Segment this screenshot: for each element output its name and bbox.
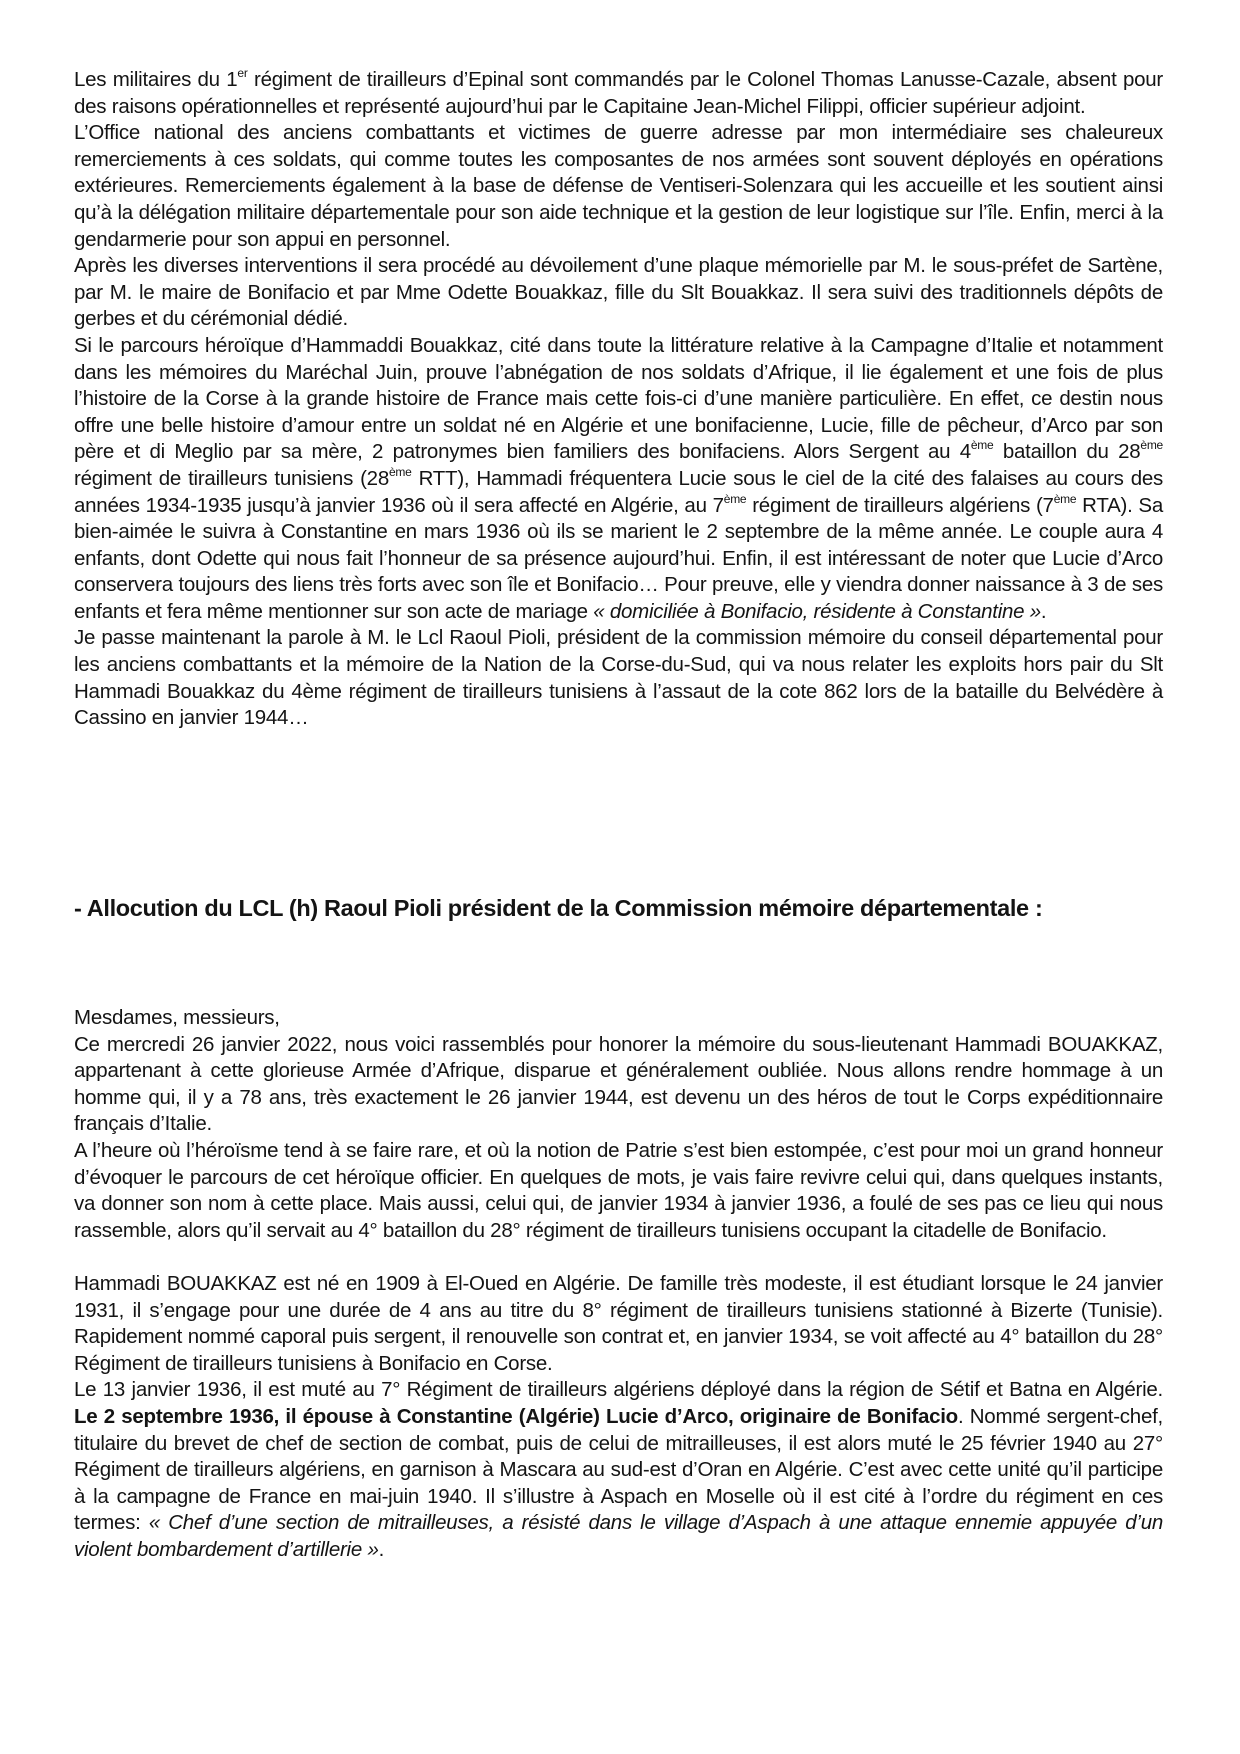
paragraph-love-story: Si le parcours héroïque d’Hammaddi Bouakkaz, cité dans toute la littérature relative à la Campagne d’Italie et notamment dans les mémoires du Maréchal Juin, prouve l’abnégation de nos soldats d’Afrique, il lie également et une fois de plus l’histoire de la Corse à la grande histoire de France mais cette fois-ci d’une manière particulière. En effet, ce destin nous offre une belle histoire d’amour entre un soldat né en Algérie et une bonifacienne, Lucie, fille de pêcheur, d’Arco par son père et di Meglio par sa mère, 2 patronymes bien familiers des bonifaciens. Alors Sergent au 4ème bataillon du 28ème régiment de tirailleurs tunisiens (28ème RTT), Hammadi fréquentera Lucie sous le ciel de la cité des falaises au cours des années 1934-1935 jusqu’à janvier 1936 où il sera affecté en Algérie, au 7ème régiment de tirailleurs algériens (7ème RTA). Sa bien-aimée le suivra à Constantine en mars 1936 où ils se marient le 2 septembre de la même année. Le couple aura 4 enfants, dont Odette qui nous fait l’honneur de sa présence aujourd’hui. Enfin, il est intéressant de noter que Lucie d’Arco conservera toujours des liens très forts avec son île et Bonifacio… Pour preuve, elle y viendra donner naissance à 3 de ses enfants et fera même mentionner sur son acte de mariage « domiciliée à Bonifacio, résidente à Constantine ». [74, 333, 1164, 623]
paragraph-military-units: Les militaires du 1er régiment de tirailleurs d’Epinal sont commandés par le Colonel Thomas Lanusse-Cazale, absent pour des raisons opérationnelles et représenté aujourd’hui par le Capitaine Jean-Michel Filippi, officier supérieur adjoint. [74, 66, 1163, 118]
paragraph-ceremony: Après les diverses interventions il sera procédé au dévoilement d’une plaque mémorielle par M. le sous-préfet de Sartène, par M. le maire de Bonifacio et par Mme Odette Bouakkaz, fille du Slt Bouakkaz. Il sera suivi des traditionnels dépôts de gerbes et du cérémonial dédié. [74, 254, 1163, 331]
speech-paragraph-biography: Hammadi BOUAKKAZ est né en 1909 à El-Oued en Algérie. De famille très modeste, il est étudiant lorsque le 24 janvier 1931, il s’engage pour une durée de 4 ans au titre du 8° régiment de tirailleurs tunisiens stationné à Bizerte (Tunisie). Rapidement nommé caporal puis sergent, il renouvelle son contrat et, en janvier 1934, se voit affecté au 4° bataillon du 28° Régiment de tirailleurs tunisiens à Bonifacio en Corse. [74, 1271, 1163, 1375]
paragraph-handover: Je passe maintenant la parole à M. le Lcl Raoul Pioli, président de la commission mémoire du conseil départemental pour les anciens combattants et la mémoire de la Nation de la Corse-du-Sud, qui va nous relater les exploits hors pair du Slt Hammadi Bouakkaz du 4ème régiment de tirailleurs tunisiens à l’assaut de la cote 862 lors de la bataille du Belvédère à Cassino en janvier 1944… [74, 626, 1163, 730]
speech-paragraph-honour: A l’heure où l’héroïsme tend à se faire rare, et où la notion de Patrie s’est bien estompée, c’est pour moi un grand honneur d’évoquer le parcours de cet héroïque officier. En quelques de mots, je vais faire revivre celui qui, dans quelques instants, va donner son nom à cette place. Mais aussi, celui qui, de janvier 1934 à janvier 1936, a foulé de ses pas ce lieu qui nous rassemble, alors qu’il servait au 4° bataillon du 28° régiment de tirailleurs tunisiens occupant la citadelle de Bonifacio. [74, 1138, 1163, 1242]
intro-section [74, 67, 1163, 732]
section-heading: - Allocution du LCL (h) Raoul Pioli président de la Commission mémoire départementale : [74, 895, 1043, 921]
paragraph-thanks: L’Office national des anciens combattants et victimes de guerre adresse par mon intermédiaire ses chaleureux remerciements à ces soldats, qui comme toutes les composantes de nos armées sont souvent déployés en opérations extérieures. Remerciements également à la base de défense de Ventiseri-Solenzara qui les accueille et les soutient ainsi qu’à la délégation militaire départementale pour son aide technique et la gestion de leur logistique sur l’île. Enfin, merci à la gendarmerie pour son appui en personnel. [74, 121, 1163, 251]
speech-paragraph-gathering: Ce mercredi 26 janvier 2022, nous voici rassemblés pour honorer la mémoire du sous-lieutenant Hammadi BOUAKKAZ, appartenant à cette glorieuse Armée d’Afrique, disparue et généralement oubliée. Nous allons rendre hommage à un homme qui, il y a 78 ans, très exactement le 26 janvier 1944, est devenu un des héros de tout le Corps expéditionnaire français d’Italie. [74, 1032, 1163, 1136]
speech-section [74, 1005, 1163, 1563]
speech-salutation: Mesdames, messieurs, [74, 1006, 280, 1029]
speech-paragraph-career: Le 13 janvier 1936, il est muté au 7° Régiment de tirailleurs algériens déployé dans la région de Sétif et Batna en Algérie. Le 2 septembre 1936, il épouse à Constantine (Algérie) Lucie d’Arco, originaire de Bonifacio. Nommé sergent-chef, titulaire du brevet de chef de section de combat, puis de celui de mitrailleuses, il est alors muté le 25 février 1940 au 27° Régiment de tirailleurs algériens, en garnison à Mascara au sud-est d’Oran en Algérie. C’est avec cette unité qu’il participe à la campagne de France en mai-juin 1940. Il s’illustre à Aspach en Moselle où il est cité à l’ordre du régiment en ces termes: « Chef d’une section de mitrailleuses, a résisté dans le village d’Aspach à une attaque ennemie appuyée d’un violent bombardement d’artillerie ». [74, 1378, 1164, 1561]
